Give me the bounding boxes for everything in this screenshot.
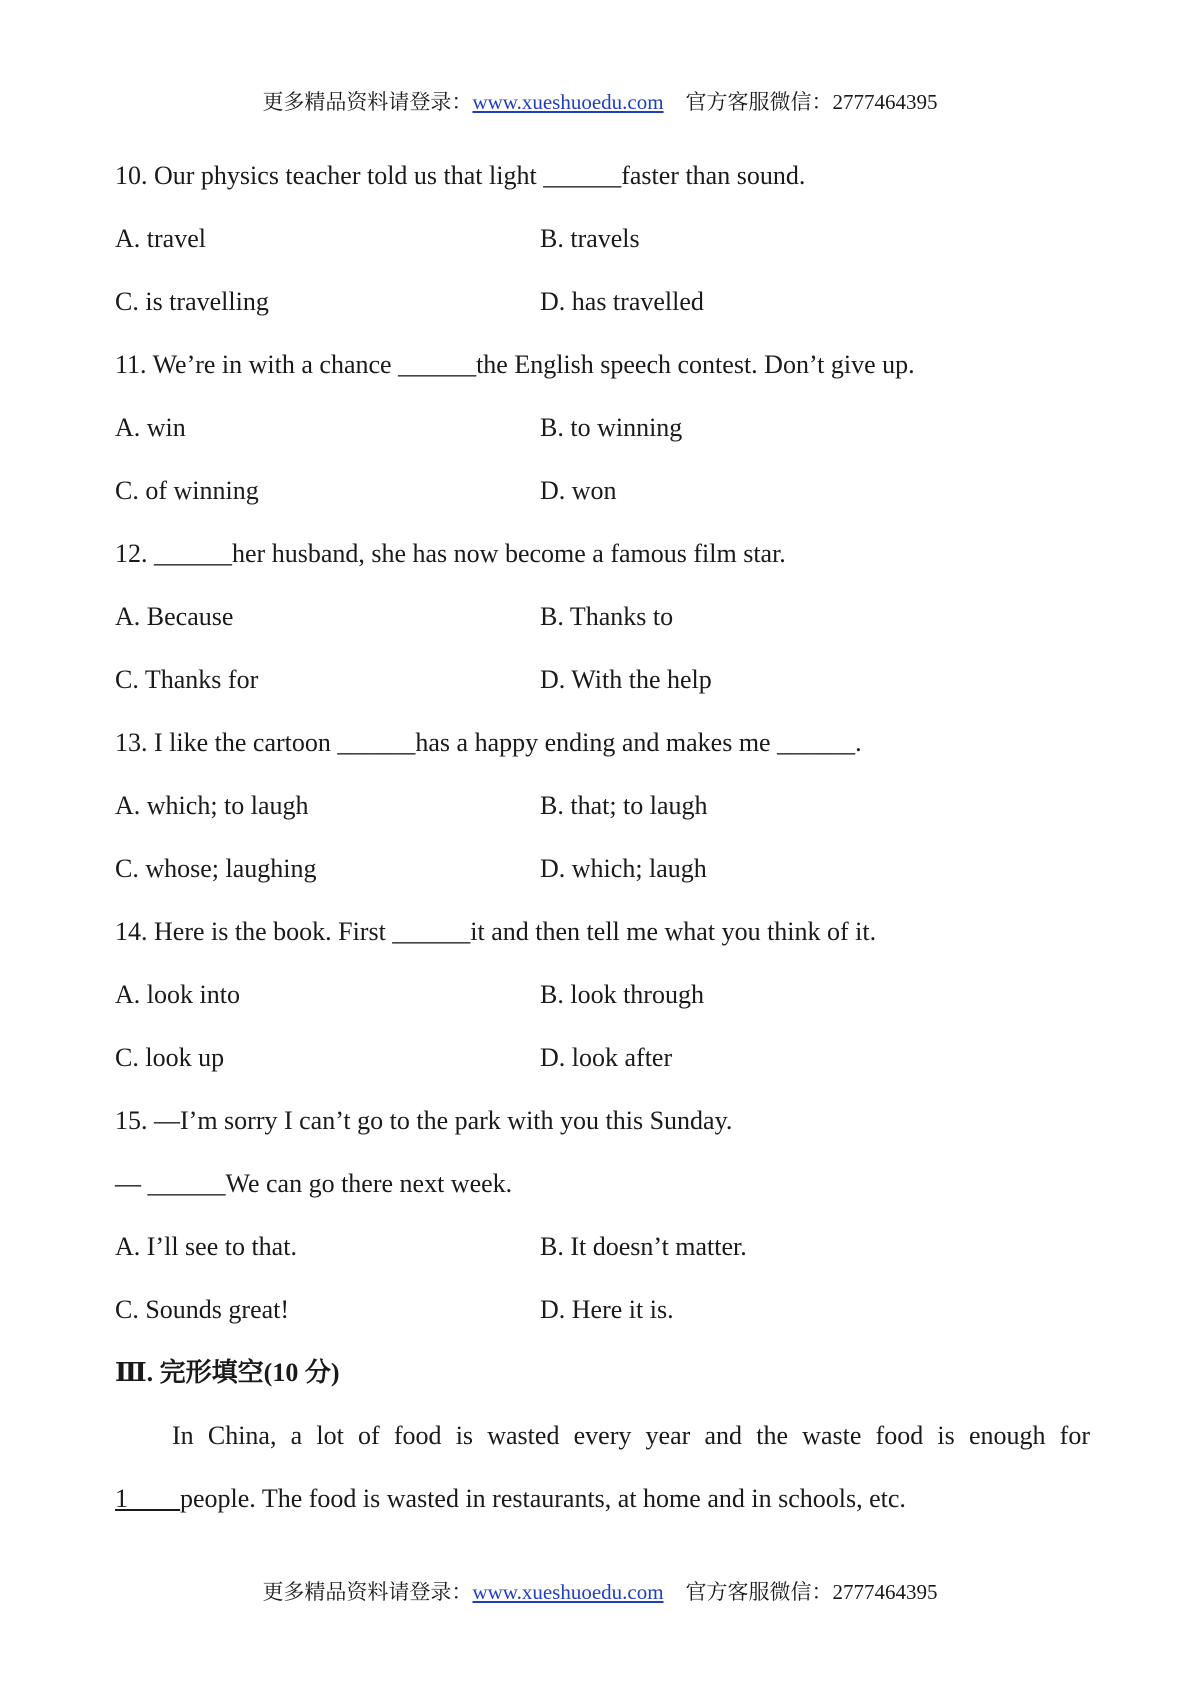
question-13-option-b: B. that; to laugh [540,791,708,820]
question-15-reply: — ______We can go there next week. [115,1169,513,1198]
question-11-option-c: C. of winning [115,476,259,505]
question-13-option-a: A. which; to laugh [115,791,309,820]
question-14-option-b: B. look through [540,980,704,1009]
question-15-option-d: D. Here it is. [540,1295,674,1324]
question-11-option-d: D. won [540,476,617,505]
page-header [0,86,1200,116]
question-11-option-a: A. win [115,413,186,442]
question-12-option-c: C. Thanks for [115,665,259,694]
question-15-option-c: C. Sounds great! [115,1295,290,1324]
section-title: Ⅲ. 完形填空(10 分) [115,1358,340,1387]
question-14-stem: 14. Here is the book. First ______it and then tell me what you think of it. [115,917,877,946]
passage-line-1: In China, a lot of food is wasted every year and the waste food is enough for [172,1421,1090,1450]
footer-link[interactable]: www.xueshuoedu.com [472,1580,664,1604]
question-14-option-d: D. look after [540,1043,673,1072]
footer-wechat: 官方客服微信：2777464395 [685,1580,938,1604]
question-12-stem: 12. ______her husband, she has now become a famous film star. [115,539,786,568]
question-13-option-d: D. which; laugh [540,854,707,883]
question-15-option-a: A. I’ll see to that. [115,1232,297,1261]
question-10-stem: 10. Our physics teacher told us that light ______faster than sound. [115,161,806,190]
header-link[interactable]: www.xueshuoedu.com [472,90,664,114]
question-11-stem: 11. We’re in with a chance ______the English speech contest. Don’t give up. [115,350,915,379]
footer-prefix: 更多精品资料请登录： [262,1580,473,1604]
question-15-option-b: B. It doesn’t matter. [540,1232,747,1261]
passage-line-2 [115,1484,1090,1514]
question-12-option-d: D. With the help [540,665,712,694]
question-14-option-a: A. look into [115,980,240,1009]
question-15-stem: 15. —I’m sorry I can’t go to the park with you this Sunday. [115,1106,733,1135]
question-10-option-c: C. is travelling [115,287,269,316]
question-14-option-c: C. look up [115,1043,225,1072]
question-13-option-c: C. whose; laughing [115,854,317,883]
question-10-option-d: D. has travelled [540,287,704,316]
header-prefix: 更多精品资料请登录： [262,90,473,114]
passage-blank-1: 1____ [115,1484,180,1513]
question-10-option-a: A. travel [115,224,206,253]
passage-line-2-rest: people. The food is wasted in restaurants, at home and in schools, etc. [180,1484,906,1513]
header-wechat: 官方客服微信：2777464395 [685,90,938,114]
page-footer [0,1576,1200,1606]
question-12-option-a: A. Because [115,602,234,631]
question-12-option-b: B. Thanks to [540,602,674,631]
question-10-option-b: B. travels [540,224,640,253]
question-13-stem: 13. I like the cartoon ______has a happy ending and makes me ______. [115,728,862,757]
question-11-option-b: B. to winning [540,413,683,442]
